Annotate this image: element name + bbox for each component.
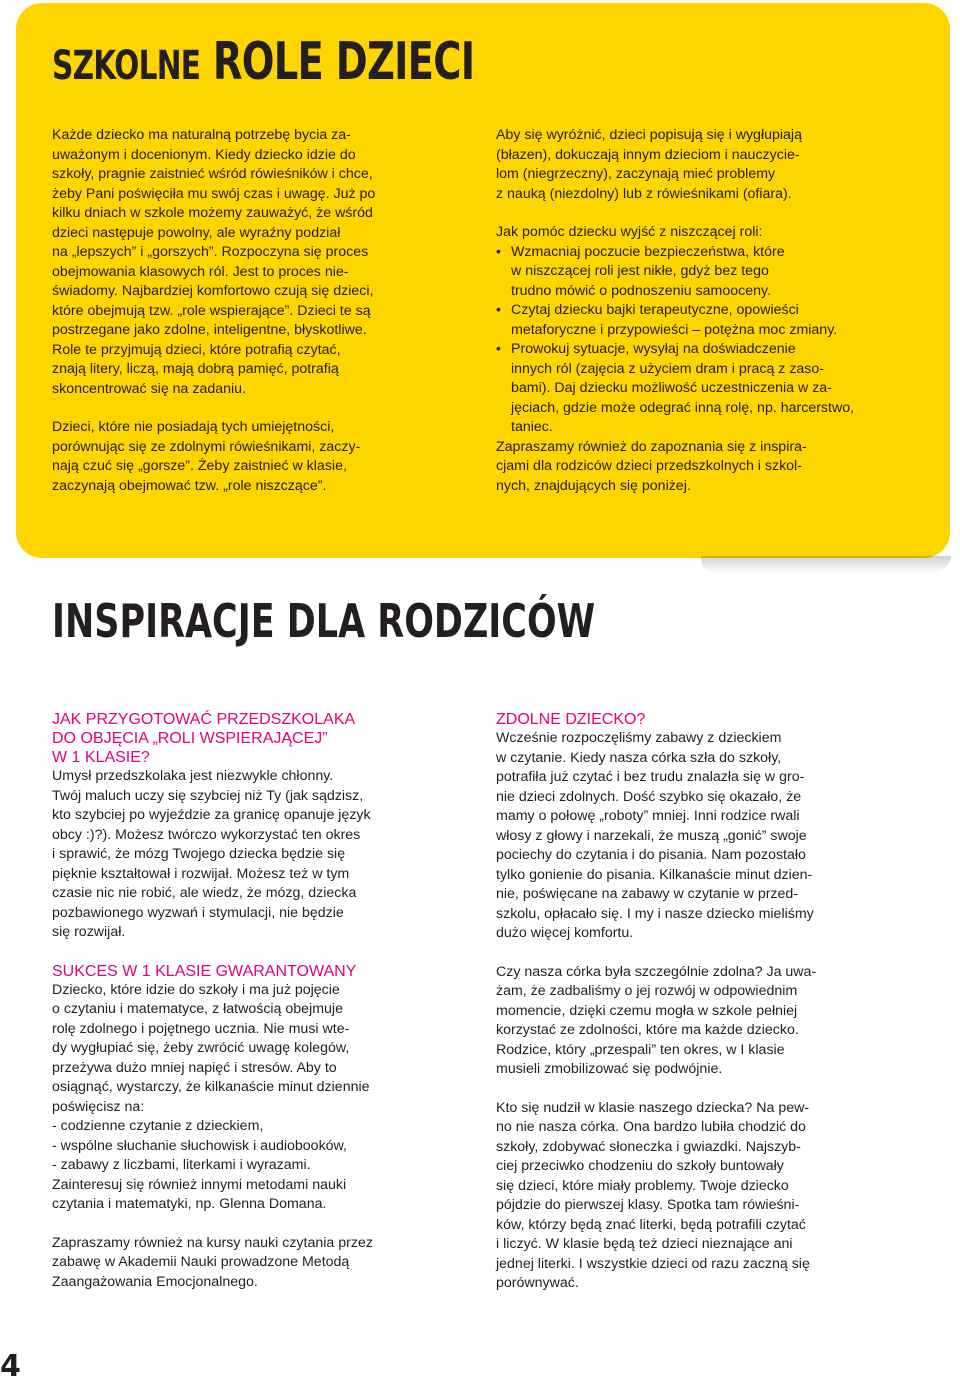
help-list-item (496, 340, 916, 438)
text-line: Zapraszamy również na kursy nauki czytania przez (52, 1234, 373, 1251)
text-line: • Prowokuj sytuacje, wysyłaj na doświadczenie (511, 341, 796, 357)
text-line: szkolu, opłacało się. I my i nasze dziecko mieliśmy (496, 905, 814, 922)
page-number: 4 (0, 1349, 21, 1384)
text-line: włosy z głowy i narzekali, że muszą „gonić” swoje (496, 827, 807, 844)
text-line: Każde dziecko ma naturalną potrzebę bycia za- (52, 127, 351, 143)
text-line: trudno mówić o podnoszeniu samooceny. (511, 282, 771, 299)
text-line: przeżywa dużo mniej napięć i stresów. Aby to (52, 1059, 337, 1076)
text-line: dy wygłupiać się, żeby zwrócić uwagę kolegów, (52, 1040, 350, 1056)
text-line: - codzienne czytanie z dzieckiem, (52, 1118, 264, 1134)
text-line: lom (niegrzeczny), zaczynają mieć problemy (496, 166, 776, 182)
intro-left-paragraph-2 (52, 418, 452, 496)
text-line: kto szybciej po wyjeździe za granicę opanuje język (52, 807, 371, 823)
text-line: zabawę w Akademii Nauki prowadzone Metodą (52, 1254, 350, 1270)
text-line: czytania i matematyki, np. Glenna Domana. (52, 1196, 327, 1212)
page-title-big: ROLE DZIECI (212, 32, 475, 92)
text-line: • Wzmacniaj poczucie bezpieczeństwa, które (511, 243, 785, 260)
text-line: się rozwijał. (52, 924, 126, 940)
text-line: Twój maluch uczy się szybciej niż Ty (jak sądzisz, (52, 787, 364, 804)
text-line: • Czytaj dziecku bajki terapeutyczne, opowieści (511, 302, 799, 318)
text-line: nie, poświęcane na zabawy w czytanie w przed- (496, 886, 799, 902)
help-list-item (496, 243, 916, 302)
article-3-heading: ZDOLNE DZIECKO? (496, 711, 646, 728)
text-line: obcy :)?). Możesz twórczo wykorzystać ten okres (52, 826, 361, 843)
text-line: - zabawy z liczbami, literkami i wyrazami. (52, 1157, 311, 1173)
text-line: postrzegane jako zdolne, inteligentne, błyskotliwe. (52, 322, 367, 338)
text-line: ciej przeciwko chodzeniu do szkoły buntowały (496, 1158, 784, 1174)
text-line: mamy o połowę „roboty” mniej. Inni rodzice rwali (496, 808, 800, 824)
text-line: pięknie kształtował i rozwijał. Możesz też w tym (52, 865, 350, 882)
text-line: żeby Pani poświęciła mu swój czas i uwagę. Już po (52, 185, 376, 202)
text-line: nych, znajdujących się poniżej. (496, 477, 691, 494)
article-1-heading (52, 710, 452, 767)
text-line: Rodzice, który „przespali” ten okres, w I klasie (496, 1041, 785, 1058)
intro-left-column (52, 126, 452, 496)
article-right-column (496, 710, 916, 1294)
panel-shadow (699, 556, 952, 574)
text-line: nie dzieci zdolnych. Dość szybko się okazało, że (496, 788, 802, 805)
text-line: Aby się wyróżnić, dzieci popisują się i wygłupiają (496, 127, 802, 143)
text-line: potrafiła już czytać i bez trudu znalazła się w gro- (496, 769, 805, 785)
text-line: się dzieci, które miały problemy. Twoje dziecko (496, 1177, 789, 1194)
text-line: musieli zmobilizować się podwójnie. (496, 1061, 723, 1077)
text-line: porównując się ze zdolnymi rówieśnikami, zaczy- (52, 438, 361, 455)
text-line: Wcześnie rozpoczęliśmy zabawy z dzieckiem (496, 730, 782, 746)
text-line: szkoły, pragnie zaistnieć wśród rówieśników i chce, (52, 166, 373, 182)
text-line: żam, że zadbaliśmy o jej rozwój w odpowiednim (496, 983, 798, 999)
text-line: uważonym i docenionym. Kiedy dziecko idzie do (52, 146, 356, 163)
text-line: Czy nasza córka była szczególnie zdolna? Ja uwa- (496, 963, 817, 980)
section-title: INSPIRACJE DLA RODZICÓW (52, 594, 596, 648)
text-line: jednej literki. I wszystkie dzieci od razu zaczną się (496, 1255, 810, 1272)
help-list-intro: Jak pomóc dziecku wyjść z niszczącej roli: (496, 224, 763, 240)
article-3-paragraph-2 (496, 963, 916, 1080)
text-line: i liczyć. W klasie będą też dzieci nieznające ani (496, 1236, 793, 1252)
text-line: szkoły, zdobywać słoneczka i gwiazdki. Najszyb- (496, 1138, 801, 1155)
text-line: momencie, dzięki czemu mogła w szkole pełniej (496, 1002, 798, 1019)
text-line: Kto się nudził w klasie naszego dziecka? Na pew- (496, 1099, 810, 1116)
article-3-paragraph-3 (496, 1099, 916, 1294)
text-line: czasie nic nie robić, ale wiedz, że mózg, dziecka (52, 885, 357, 901)
article-1-body (52, 767, 452, 943)
text-line: korzystać ze zdolności, które ma każde dziecko. (496, 1022, 799, 1038)
article-3-paragraph-1 (496, 729, 916, 944)
text-line: Role te przyjmują dzieci, które potrafią czytać, (52, 341, 341, 358)
text-line: Zapraszamy również do zapoznania się z inspira- (496, 438, 807, 455)
text-line: Zaangażowania Emocjonalnego. (52, 1273, 258, 1290)
help-list (496, 243, 916, 438)
text-line: kilku dniach w szkole możemy zauważyć, że wśród (52, 205, 373, 221)
text-line: W 1 KLASIE? (52, 749, 150, 766)
text-line: jęciach, gdzie może odegrać inną rolę, np. harcerstwo, (511, 399, 855, 416)
text-line: Dzieci, które nie posiadają tych umiejętności, (52, 419, 335, 435)
text-line: taniec. (511, 419, 553, 435)
text-line: z nauką (niezdolny) lub z rówieśnikami (ofiara). (496, 185, 792, 202)
text-line: skoncentrować się na zadaniu. (52, 380, 247, 397)
text-line: poświęcisz na: (52, 1098, 145, 1115)
text-line: w czytanie. Kiedy nasza córka szła do szkoły, (496, 749, 782, 766)
page-title (52, 32, 474, 96)
text-line: JAK PRZYGOTOWAĆ PRZEDSZKOLAKA (52, 711, 356, 728)
text-line: zaczynają obejmować tzw. „role niszczące”. (52, 477, 327, 494)
text-line: świadomy. Najbardziej komfortowo czują się dzieci, (52, 283, 374, 299)
text-line: w niszczącej roli jest nikłe, gdyż bez tego (511, 263, 769, 279)
intro-right-column (496, 126, 916, 496)
intro-right-paragraph-1 (496, 126, 916, 204)
text-line: osiągnąć, wystarczy, że kilkanaście minut dziennie (52, 1079, 370, 1095)
text-line: obejmowania klasowych ról. Jest to proces nie- (52, 263, 349, 280)
text-line: na „lepszych” i „gorszych”. Rozpoczyna się proces (52, 244, 369, 260)
text-line: i sprawić, że mózg Twojego dziecka będzie się (52, 846, 346, 862)
text-line: cjami dla rodziców dzieci przedszkolnych i szkol- (496, 458, 802, 474)
text-line: innych ról (zajęcia z użyciem dram i pracą z zaso- (511, 360, 825, 377)
text-line: dużo więcej komfortu. (496, 925, 634, 941)
text-line: rolę zdolnego i pojętnego ucznia. Nie musi wte- (52, 1020, 350, 1037)
text-line: metaforyczne i przypowieści – potężna moc zmiany. (511, 321, 838, 338)
article-2-invitation (52, 1234, 452, 1293)
text-line: Dziecko, które idzie do szkoły i ma już pojęcie (52, 981, 340, 998)
text-line: dzieci następuje powolny, ale wyraźny podział (52, 224, 341, 241)
text-line: które obejmują tzw. „role wspierające”. Dzieci te są (52, 302, 371, 319)
text-line: bami). Daj dziecku możliwość uczestniczenia w za- (511, 380, 832, 396)
text-line: ków, którzy będą znać literki, będą potrafili czytać (496, 1216, 806, 1233)
text-line: porównywać. (496, 1275, 579, 1291)
text-line: DO OBJĘCIA „ROLI WSPIERAJĄCEJ” (52, 730, 328, 747)
article-2-body (52, 981, 452, 1215)
intro-right-paragraph-2 (496, 438, 916, 497)
article-left-column (52, 710, 452, 1292)
text-line: tylko gonienie do pisania. Kilkanaście minut dzien- (496, 866, 813, 883)
text-line: pociechy do czytania i do pisania. Nam pozostało (496, 847, 806, 863)
text-line: o czytaniu i matematyce, z łatwością obejmuje (52, 1001, 343, 1017)
text-line: - wspólne słuchanie słuchowisk i audiobooków, (52, 1137, 347, 1154)
text-line: Zainteresuj się również innymi metodami nauki (52, 1176, 347, 1193)
text-line: pójdzie do pierwszej klasy. Spotka tam rówieśni- (496, 1197, 800, 1213)
page-title-small: SZKOLNE (52, 43, 201, 89)
intro-left-paragraph-1 (52, 126, 452, 399)
text-line: nają czuć się „gorsze”. Żeby zaistnieć w klasie, (52, 458, 347, 474)
text-line: (błazen), dokuczają innym dzieciom i nauczycie- (496, 146, 800, 163)
help-list-item (496, 301, 916, 340)
text-line: pozbawionego wyzwań i stymulacji, nie będzie (52, 904, 344, 921)
text-line: no nie nasza córka. Ona bardzo lubiła chodzić do (496, 1119, 806, 1135)
text-line: Umysł przedszkolaka jest niezwykle chłonny. (52, 768, 334, 784)
text-line: znają litery, liczą, mają dobrą pamięć, potrafią (52, 361, 339, 377)
article-2-heading: SUKCES W 1 KLASIE GWARANTOWANY (52, 962, 357, 980)
